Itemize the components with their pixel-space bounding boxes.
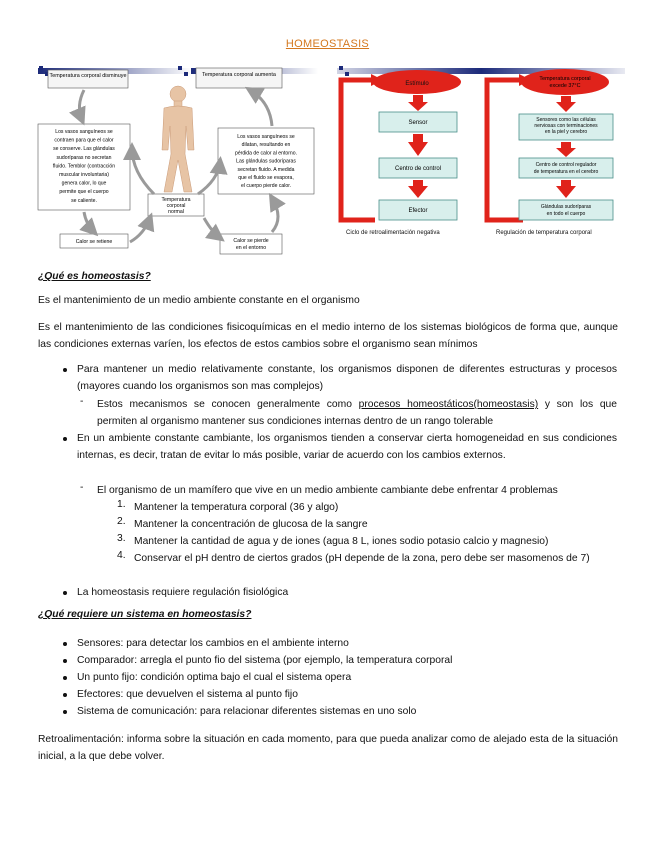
text-vasodilation: Los vasos sanguíneos se dilatan, resultando en pérdida de calor al entorno. Las glándulas sudoríparas secretan fluido. A medida que el fluido se evapora, el cuerpo pierde calor. <box>234 134 298 190</box>
svg-text:Sensores como las células: Sensores como las células <box>536 117 596 123</box>
definition-1: Es el mantenimiento de un medio ambiente constante en el organismo <box>38 295 360 306</box>
human-body-icon <box>162 86 194 192</box>
bullet-structures: Para mantener un medio relativamente constante, los organismos disponen de diferentes estructuras y procesos (mayores cuando los organismos son mas complejos) <box>77 364 617 392</box>
sub-bullet-mechanisms: Estos mecanismos se conocen generalmente como procesos homeostáticos(homeostasis) y son los que permiten al organismo mantener sus condiciones internas dentro de un rango tolerable <box>97 399 617 427</box>
box-heat-lost <box>220 234 282 254</box>
svg-text:Glándulas sudoríparas: Glándulas sudoríparas <box>540 204 592 210</box>
feedback-figure <box>327 62 625 246</box>
svg-text:normal: normal <box>168 209 184 215</box>
problem-item: Mantener la concentración de glucosa de la sangre <box>134 519 368 530</box>
feedback-diagram <box>327 62 625 246</box>
feedback-definition: Retroalimentación: informa sobre la situación en cada momento, para que pueda analizar como de alejado esta de la situación inicial, a la que debe volver. <box>38 734 618 762</box>
thermoregulation-figure <box>36 62 318 262</box>
thermoregulation-diagram <box>36 62 318 262</box>
bullet-dot <box>63 676 67 680</box>
bullet-dot <box>63 710 67 714</box>
section-heading-requirements: ¿Qué requiere un sistema en homeostasis? <box>38 609 252 620</box>
bullet-dot <box>63 368 67 372</box>
svg-text:corporal: corporal <box>166 203 186 209</box>
requirement-item: Un punto fijo: condición optima bajo el cual el sistema opera <box>77 672 352 683</box>
label-temp-increases: Temperatura corporal aumenta <box>202 72 276 78</box>
svg-text:Calor se retiene: Calor se retiene <box>75 239 113 245</box>
bullet-regulation: La homeostasis requiere regulación fisiológica <box>77 587 289 598</box>
page-title: HOMEOSTASIS <box>285 38 370 50</box>
box-temp-increases <box>196 68 282 88</box>
svg-text:en la piel y cerebro: en la piel y cerebro <box>544 129 588 135</box>
svg-text:Efector: Efector <box>408 208 428 214</box>
requirement-item: Sensores: para detectar los cambios en el ambiente interno <box>77 638 349 649</box>
bullet-dot <box>63 437 67 441</box>
section-heading-what-is: ¿Qué es homeostasis? <box>38 271 151 282</box>
requirement-item: Comparador: arregla el punto fio del sistema (por ejemplo, la temperatura corporal <box>77 655 453 666</box>
problem-number: 1. <box>117 499 126 510</box>
caption-negative-feedback: Ciclo de retroalimentación negativa <box>346 230 440 236</box>
label-temp-decreases: Temperatura corporal disminuye <box>49 73 127 79</box>
svg-text:de temperatura en el cerebro: de temperatura en el cerebro <box>533 169 599 175</box>
problem-number: 3. <box>117 533 126 544</box>
problem-item: Conservar el pH dentro de ciertos grados (pH depende de la zona, pero debe ser masomenos de 7) <box>134 553 590 564</box>
feedback-loop-right <box>487 80 523 220</box>
feedback-loop-left <box>341 80 375 220</box>
svg-text:Temperatura: Temperatura <box>161 197 191 203</box>
caption-temperature-regulation: Regulación de temperatura corporal <box>496 230 592 236</box>
dash-marker: - <box>80 482 84 493</box>
svg-text:Estímulo: Estímulo <box>405 81 429 87</box>
bullet-dot <box>63 693 67 697</box>
bullet-dot <box>63 659 67 663</box>
problem-item: Mantener la cantidad de agua y de iones (agua 8 L, iones sodio potasio calcio y magnesio) <box>134 536 549 547</box>
bullet-dot <box>63 591 67 595</box>
down-arrows-right <box>556 96 576 198</box>
svg-text:Sensor: Sensor <box>408 120 428 126</box>
svg-text:en el entorno: en el entorno <box>235 245 267 251</box>
problem-number: 4. <box>117 550 126 561</box>
sweat-glands-box <box>519 200 613 220</box>
svg-text:excede 37°C: excede 37°C <box>549 83 581 89</box>
problem-number: 2. <box>117 516 126 527</box>
definition-2: Es el mantenimiento de las condiciones fisicoquímicas en el medio interno de los sistemas biológicos de forma que, aunque las condiciones externas varíen, los efectos de estos cambios sobre el organismo sean mínimos <box>38 322 618 350</box>
svg-text:Centro de control regulador: Centro de control regulador <box>535 162 597 168</box>
problem-item: Mantener la temperatura corporal (36 y algo) <box>134 502 339 513</box>
svg-text:Temperatura corporal: Temperatura corporal <box>539 76 591 82</box>
down-arrows-left <box>408 95 428 198</box>
text-vasoconstriction: Los vasos sanguíneos se contraen para que el calor se conserve. Las glándulas sudoríparas no secretan fluido. Temblor (contracción muscular involuntaria) genera calor, lo que permite que el cuerpo se caliente. <box>52 129 116 204</box>
temp-exceeds-oval <box>521 69 609 95</box>
brain-control-box <box>519 158 613 178</box>
bullet-changing-environment: En un ambiente constante cambiante, los organismos tienden a conservar cierta homogeneidad en sus condiciones internas, es decir, tratan de evitar lo más posible, variar de acuerdo con los cambios externos. <box>77 433 617 461</box>
requirement-item: Efectores: que devuelven el sistema al punto fijo <box>77 689 298 700</box>
homeostatic-processes-link: procesos homeostáticos(homeostasis) <box>358 399 539 410</box>
requirement-item: Sistema de comunicación: para relacionar diferentes sistemas en uno solo <box>77 706 417 717</box>
svg-text:Calor se pierde: Calor se pierde <box>233 238 269 244</box>
bullet-dot <box>63 642 67 646</box>
sub-bullet-mammal: El organismo de un mamífero que vive en un medio ambiente cambiante debe enfrentar 4 problemas <box>97 485 558 496</box>
svg-text:nerviosas con terminaciones: nerviosas con terminaciones <box>534 123 598 129</box>
dash-marker: - <box>80 396 84 407</box>
svg-text:en todo el cuerpo: en todo el cuerpo <box>546 211 586 217</box>
svg-text:Centro de control: Centro de control <box>394 166 442 172</box>
